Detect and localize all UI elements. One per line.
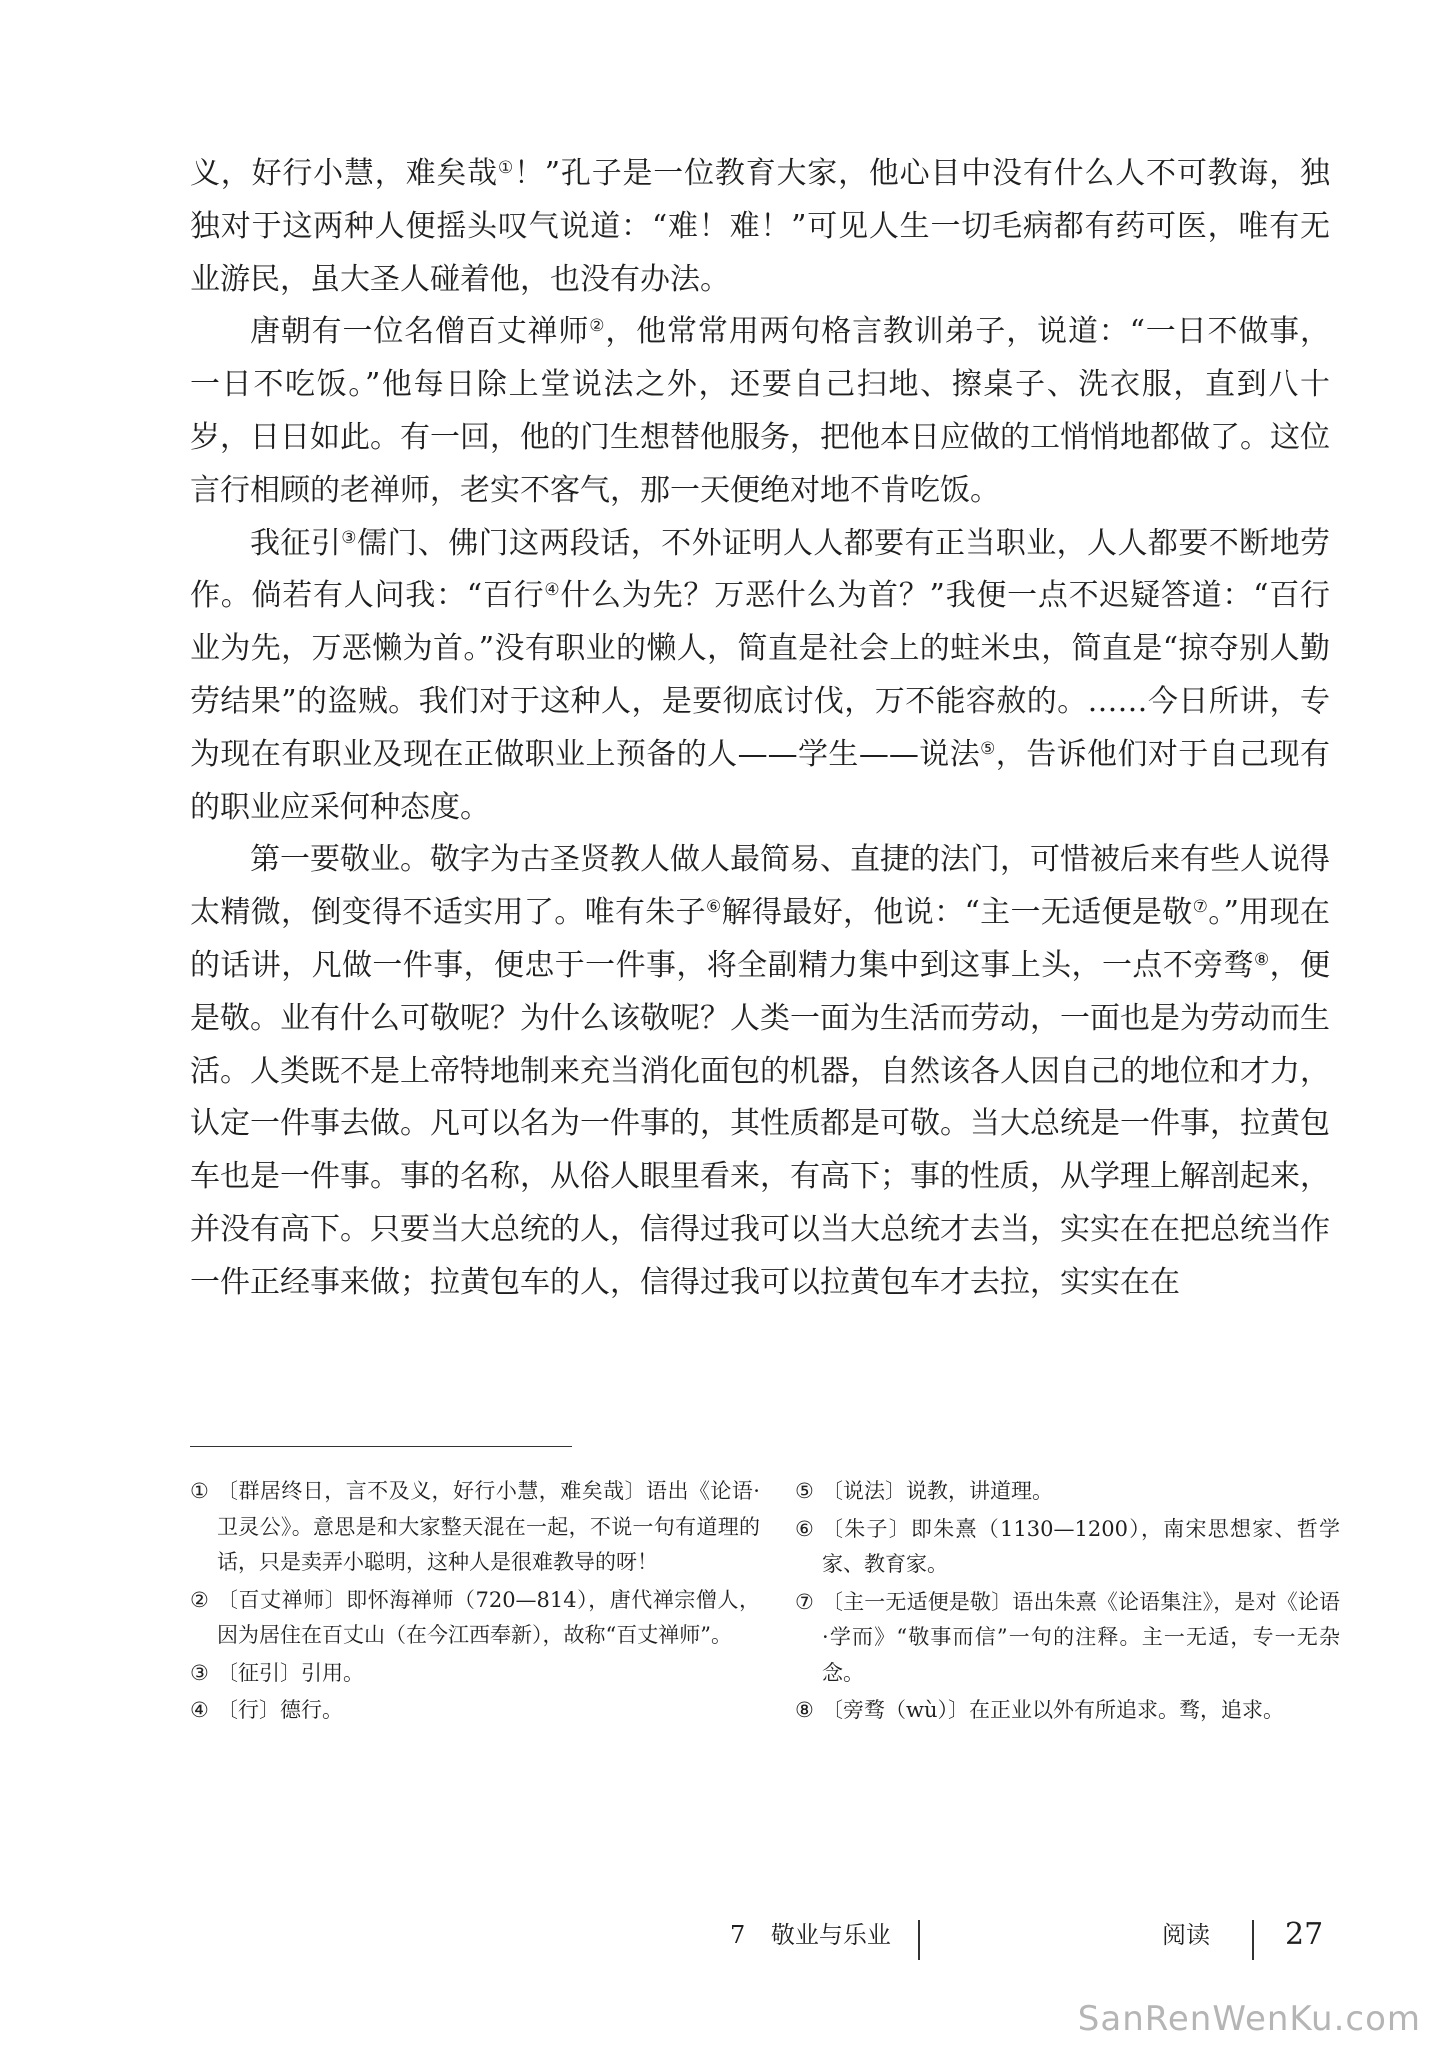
main-text: [190, 148, 1330, 1310]
footnote-ref[interactable]: ⑤: [980, 738, 996, 759]
lesson-number: 7: [730, 1921, 746, 1949]
running-footer: [730, 1920, 891, 1950]
footnote: ① 〔群居终日，言不及义，好行小慧，难矣哉〕语出《论语·卫灵公》。意思是和大家整天混在一起，不说一句有道理的话，只是卖弄小聪明，这种人是很难教导的呀！: [190, 1479, 760, 1574]
footnote-ref[interactable]: ⑥: [706, 897, 722, 918]
paragraph: 义，好行小慧，难矣哉①！”孔子是一位教育大家，他心目中没有什么人不可教诲，独独对于这两种人便摇头叹气说道：“难！难！”可见人生一切毛病都有药可医，唯有无业游民，虽大圣人碰着他，也没有办法。: [190, 156, 1331, 297]
section-label: 阅读: [1162, 1921, 1210, 1949]
footnote: ⑧ 〔旁骛（wù）〕在正业以外有所追求。骛，追求。: [795, 1698, 1284, 1722]
footnote: ② 〔百丈禅师〕即怀海禅师（720—814），唐代禅宗僧人，因为居住在百丈山（在今江西奉新），故称“百丈禅师”。: [190, 1587, 760, 1647]
footnote: ⑥ 〔朱子〕即朱熹（1130—1200），南宋思想家、哲学家、教育家。: [795, 1516, 1340, 1576]
footnotes-left-column: [190, 1474, 760, 1731]
footnote-ref[interactable]: ④: [544, 580, 561, 601]
watermark: SanRenWenKu.com: [1077, 1999, 1421, 2039]
footnote-ref[interactable]: ③: [341, 527, 357, 548]
footnote-ref[interactable]: ⑧: [1253, 949, 1270, 970]
footnote-ref[interactable]: ①: [497, 158, 514, 178]
separator-line: [918, 1920, 920, 1960]
footnote-ref[interactable]: ②: [589, 316, 606, 337]
footnote-ref[interactable]: ⑦: [1192, 897, 1209, 918]
paragraph: 唐朝有一位名僧百丈禅师②，他常常用两句格言教训弟子，说道：“一日不做事，一日不吃饭。”他每日除上堂说法之外，还要自己扫地、擦桌子、洗衣服，直到八十岁，日日如此。有一回，他的门生想替他服务，把他本日应做的工悄悄地都做了。这位言行相顾的老禅师，老实不客气，那一天便绝对地不肯吃饭。: [190, 314, 1331, 508]
paragraph: 第一要敬业。敬字为古圣贤教人做人最简易、直捷的法门，可惜被后来有些人说得太精微，倒变得不适实用了。唯有朱子⑥解得最好，他说：“主一无适便是敬⑦。”用现在的话讲，凡做一件事，便忠于一件事，将全副精力集中到这事上头，一点不旁骛⑧，便是敬。业有什么可敬呢？为什么该敬呢？人类一面为生活而劳动，一面也是为劳动而生活。人类既不是上帝特地制来充当消化面包的机器，自然该各人因自己的地位和才力，认定一件事去做。凡可以名为一件事的，其性质都是可敬。当大总统是一件事，拉黄包车也是一件事。事的名称，从俗人眼里看来，有高下；事的性质，从学理上解剖起来，并没有高下。只要当大总统的人，信得过我可以当大总统才去当，实实在在把总统当作一件正经事来做；拉黄包车的人，信得过我可以拉黄包车才去拉，实实在在: [190, 842, 1331, 1300]
footnote: ④ 〔行〕德行。: [190, 1698, 343, 1722]
footnote: ⑤ 〔说法〕说教，讲道理。: [795, 1479, 1053, 1503]
paragraph: 我征引③儒门、佛门这两段话，不外证明人人都要有正当职业，人人都要不断地劳作。倘若有人问我：“百行④什么为先？万恶什么为首？”我便一点不迟疑答道：“百行业为先，万恶懒为首。”没有职业的懒人，简直是社会上的蛀米虫，简直是“掠夺别人勤劳结果”的盗贼。我们对于这种人，是要彻底讨伐，万不能容赦的。……今日所讲，专为现在有职业及现在正做职业上预备的人——学生——说法⑤，告诉他们对于自己现有的职业应采何种态度。: [190, 525, 1331, 825]
footnote: ③ 〔征引〕引用。: [190, 1660, 364, 1685]
footnote-divider: [190, 1446, 572, 1447]
lesson-title: 敬业与乐业: [770, 1921, 891, 1949]
separator-line: [1252, 1920, 1254, 1960]
page-number: 27: [1285, 1917, 1324, 1952]
footnotes-right-column: [795, 1474, 1340, 1731]
footnote: ⑦ 〔主一无适便是敬〕语出朱熹《论语集注》，是对《论语·学而》“敬事而信”一句的注释。主一无适，专一无杂念。: [795, 1589, 1340, 1685]
